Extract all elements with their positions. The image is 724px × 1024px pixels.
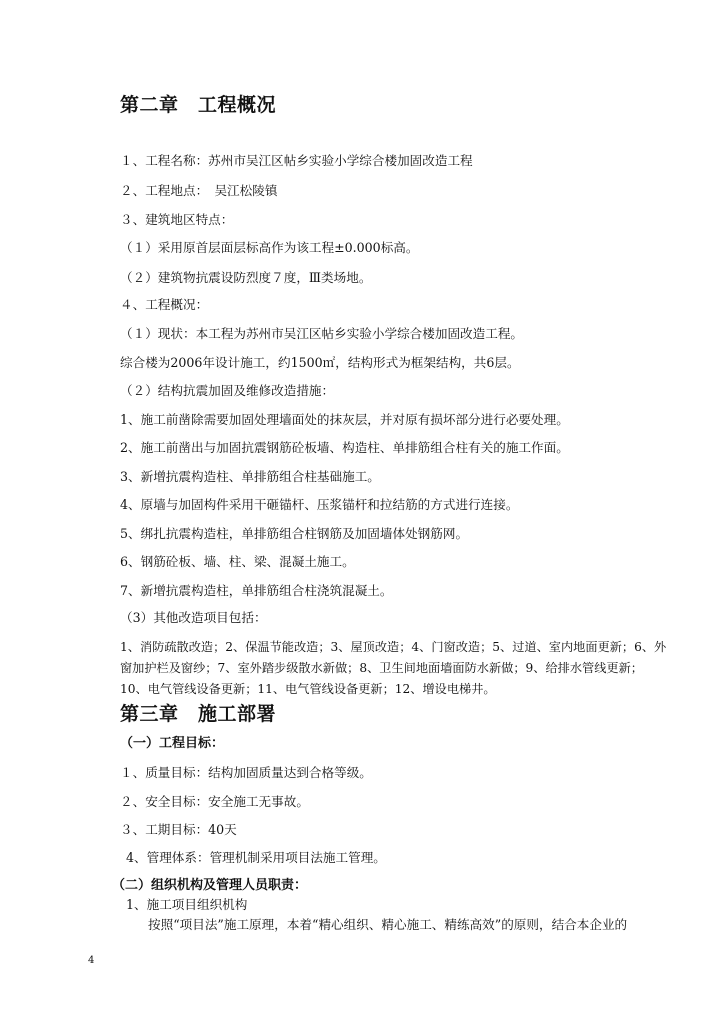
- goal-line: ３、工期目标：40天: [120, 822, 237, 837]
- ch2-line: （１）现状：本工程为苏州市吴江区帖乡实验小学综合楼加固改造工程。: [120, 326, 523, 341]
- ch2-line: 3、新增抗震构造柱、单排筋组合柱基础施工。: [120, 469, 380, 484]
- org-line: 按照“项目法”施工原理，本着“精心组织、精心施工、精练高效”的原则，结合本企业的: [148, 917, 628, 932]
- ch2-line: 窗加护栏及窗纱；7、室外踏步级散水新做；8、卫生间地面墙面防水新做；9、给排水管线更新；: [120, 661, 643, 675]
- ch2-line: （２）结构抗震加固及维修改造措施：: [120, 383, 335, 398]
- ch2-line: 7、新增抗震构造柱，单排筋组合柱浇筑混凝土。: [120, 583, 393, 598]
- goal-line: ２、安全目标：安全施工无事故。: [120, 794, 309, 809]
- ch3-subheading-org: （二）组织机构及管理人员职责：: [112, 878, 308, 893]
- ch2-line: 10、电气管线设备更新；11、电气管线设备更新；12、增设电梯井。: [120, 682, 496, 696]
- ch2-line: 4、原墙与加固构件采用干砸锚杆、压浆锚杆和拉结筋的方式进行连接。: [120, 497, 519, 512]
- ch2-line: １、工程名称：苏州市吴江区帖乡实验小学综合楼加固改造工程: [120, 153, 473, 168]
- ch2-line: 综合楼为2006年设计施工，约1500㎡，结构形式为框架结构，共6层。: [120, 355, 520, 370]
- ch2-line: 1、消防疏散改造；2、保温节能改造；3、屋顶改造；4、门窗改造；5、过道、室内地面更新；6、外: [120, 640, 667, 654]
- page-number: 4: [88, 955, 95, 966]
- org-line: 1、施工项目组织机构: [126, 897, 248, 912]
- goal-line: １、质量目标：结构加固质量达到合格等级。: [120, 765, 372, 780]
- ch2-line: 5、绑扎抗震构造柱，单排筋组合柱钢筋及加固墙体处钢筋网。: [120, 526, 469, 541]
- chapter2-title: 第二章 工程概况: [120, 94, 277, 116]
- ch2-line: （２）建筑物抗震设防烈度７度，Ⅲ类场地。: [120, 270, 372, 285]
- ch2-line: 6、钢筋砼板、墙、柱、梁、混凝土施工。: [120, 554, 355, 569]
- ch2-line: （3）其他改造项目包括：: [120, 610, 267, 625]
- ch2-line: ４、工程概况：: [120, 297, 209, 312]
- ch2-line: 1、施工前凿除需要加固处理墙面处的抹灰层，并对原有损坏部分进行必要处理。: [120, 412, 569, 427]
- ch3-subheading-goals: （一）工程目标：: [120, 736, 225, 751]
- ch2-line: ２、工程地点： 吴江松陵镇: [120, 183, 278, 198]
- ch2-line: ３、建筑地区特点：: [120, 212, 234, 227]
- ch2-line: （１）采用原首层面层标高作为该工程±0.000标高。: [120, 240, 419, 255]
- chapter3-title: 第三章 施工部署: [120, 703, 277, 725]
- ch2-line: 2、施工前凿出与加固抗震钢筋砼板墙、构造柱、单排筋组合柱有关的施工作面。: [120, 440, 569, 455]
- goal-line: 4、管理体系：管理机制采用项目法施工管理。: [126, 850, 386, 865]
